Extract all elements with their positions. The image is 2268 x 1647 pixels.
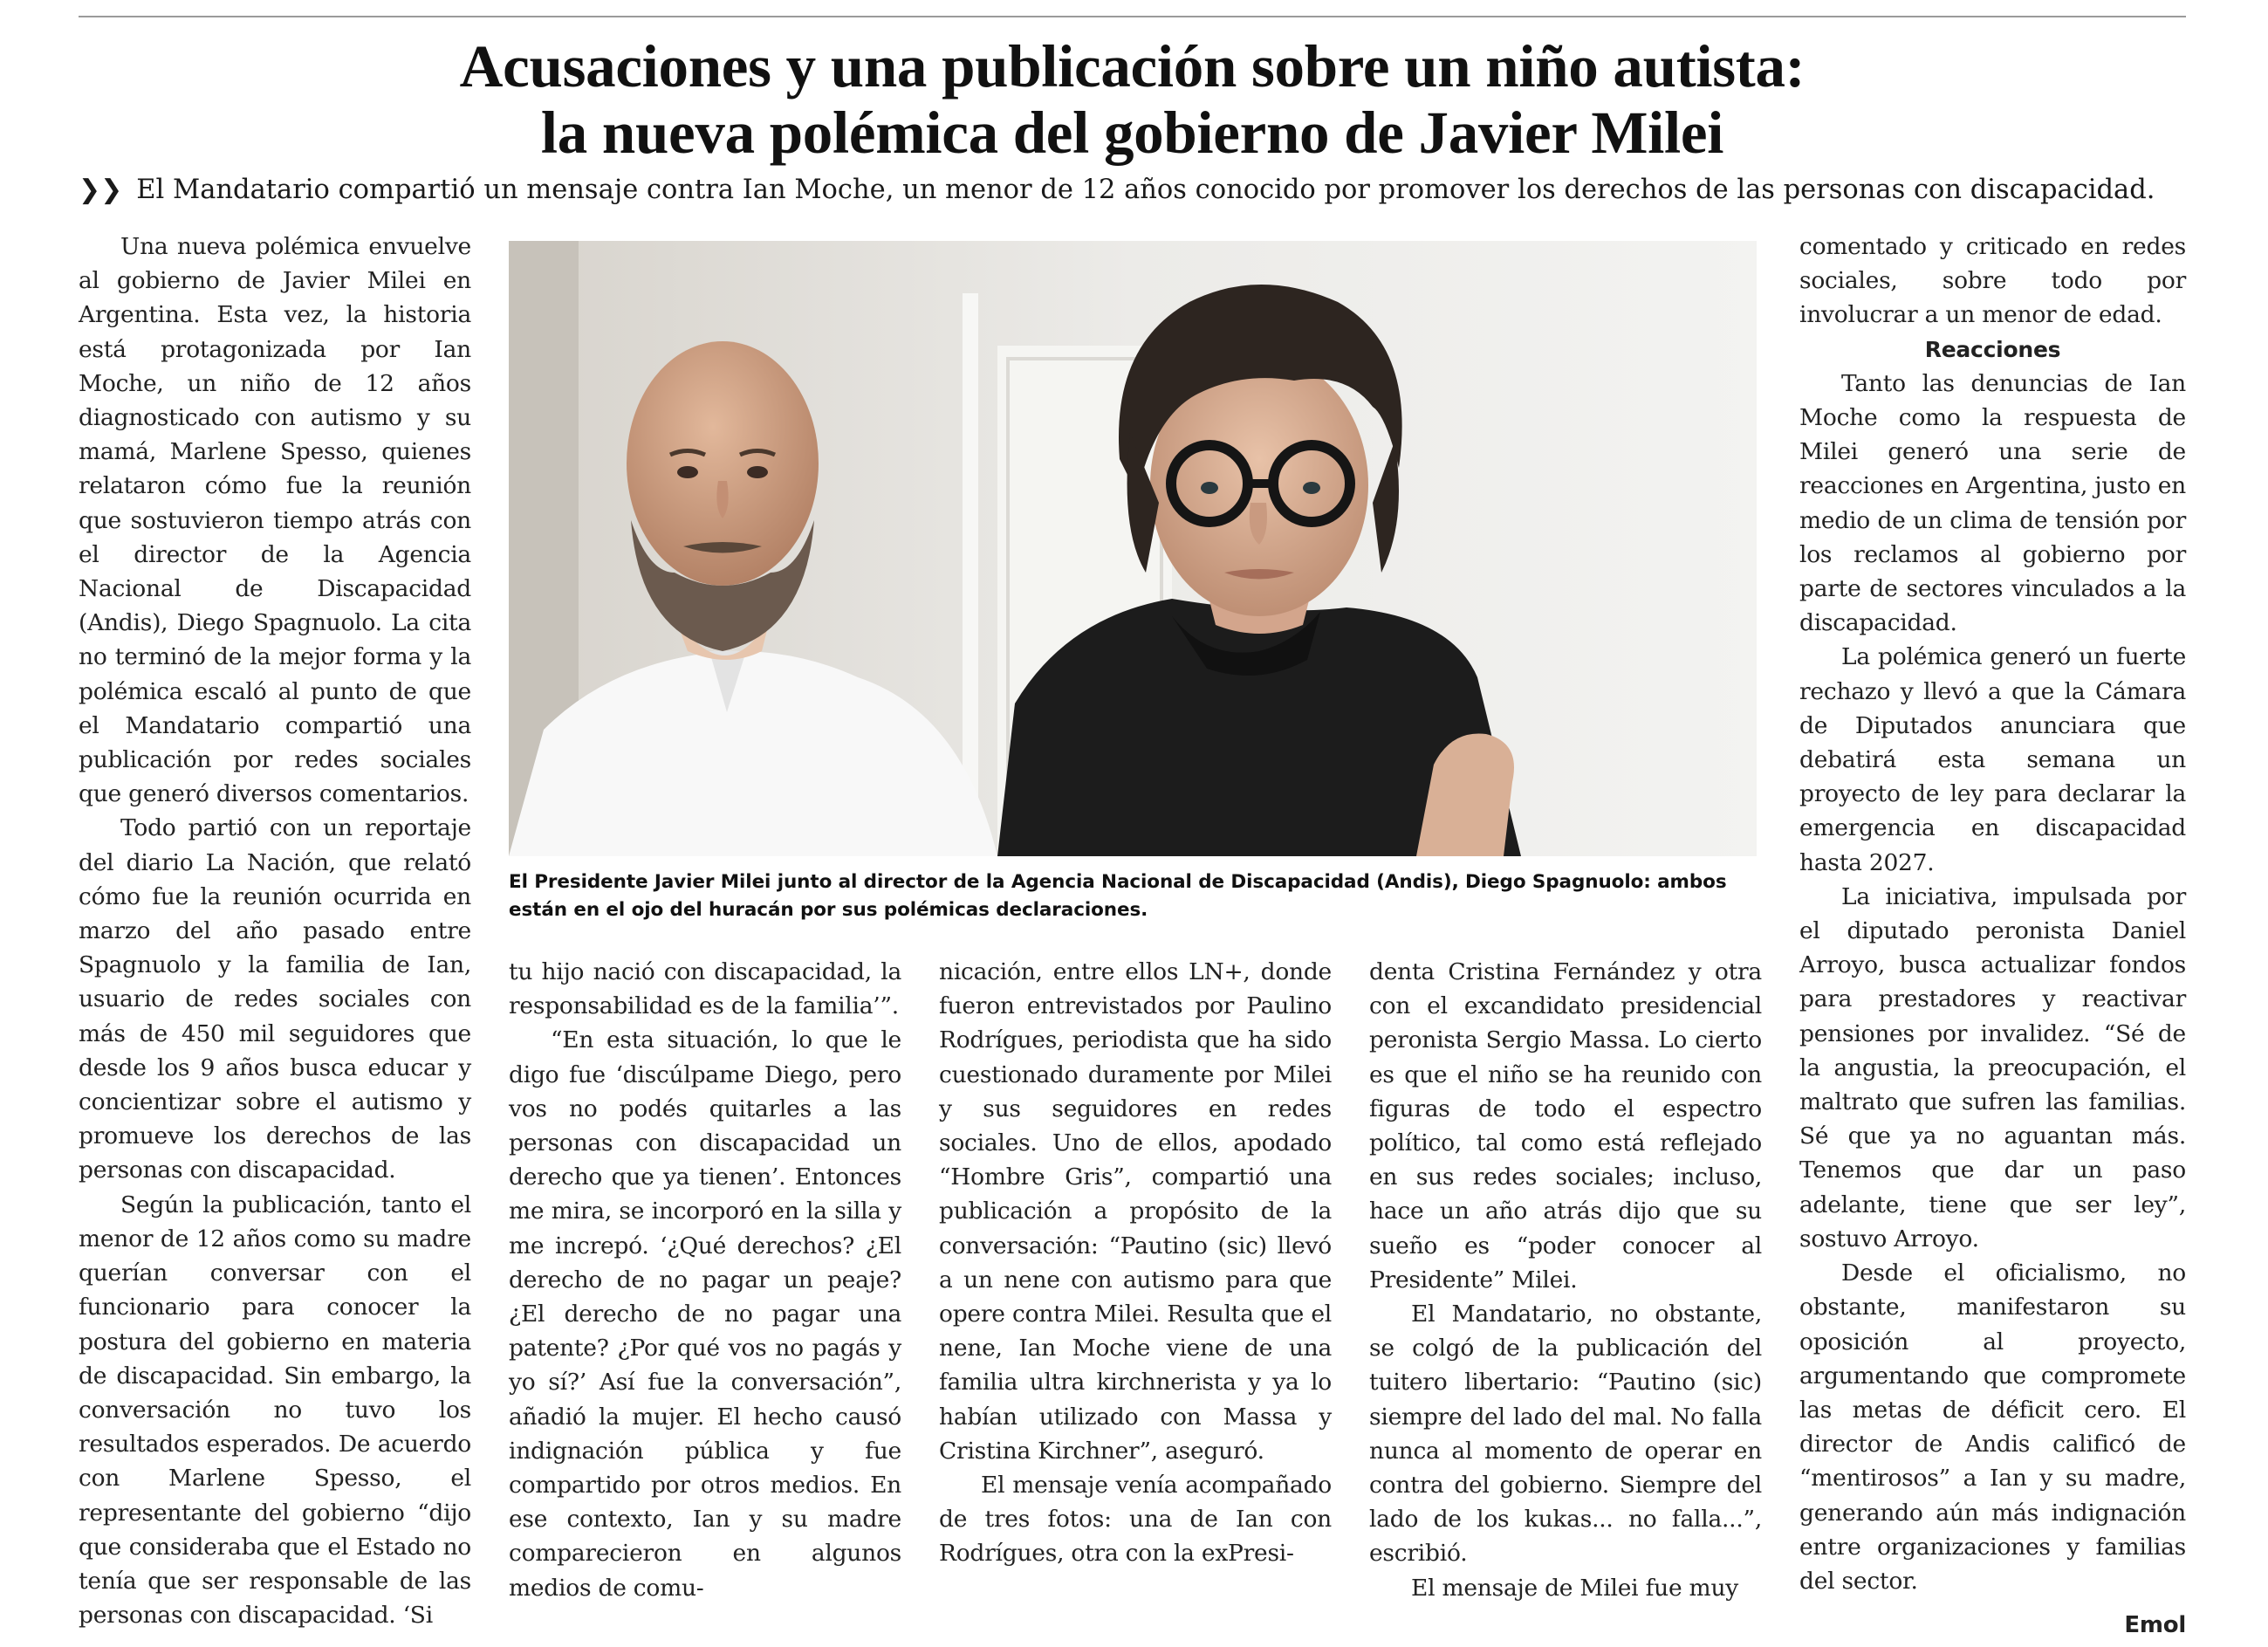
paragraph: “En esta situación, lo que le digo fue ‘discúlpame Diego, pero vos no podés quitarles a las personas con discapacidad un derecho que ya tienen’. Entonces me mira, se incorporó en la silla y me increpó. ‘¿Qué derechos? ¿El derecho de no pagar un peaje? ¿El derecho de no pagar una patente? ¿Por qué vos no pagás y yo sí?’ Así fue la conversación”, añadió la mujer. El hecho causó indignación pública y fue compartido por otros medios. En ese contexto, Ian y su madre comparecieron en algunos medios de comu- xyxy=(509,1026,901,1602)
paragraph: Según la publicación, tanto el menor de 12 años como su madre querían conversar con el funcionario para conocer la postura del gobierno en materia de discapacidad. Sin embargo, la conversación no tuvo los resultados esperados. De acuerdo con Marlene Spesso, el representante del gobierno “dijo que consideraba que el Estado no tenía que ser responsable de las personas con discapacidad. ‘Si xyxy=(79,1191,471,1630)
paragraph: Tanto las denuncias de Ian Moche como la respuesta de Milei generó una serie de reacciones en Argentina, justo en medio de un clima de tensión por los reclamos al gobierno por parte de sectores vinculados a la discapacidad. xyxy=(1799,369,2186,637)
source-signature: Emol xyxy=(2124,1612,2186,1639)
photo xyxy=(509,241,1757,856)
double-chevron-right-icon: ❯❯ xyxy=(79,175,123,205)
paragraph: La iniciativa, impulsada por el diputado peronista Daniel Arroyo, busca actualizar fondos para prestadores y reactivar pensiones por invalidez. “Sé de la angustia, la preocupación, el maltrato que sufren las familias. Sé que ya no aguantan más. Tenemos que dar un paso adelante, tiene que ser ley”, sostuvo Arroyo. xyxy=(1799,882,2186,1252)
article-column-1 xyxy=(79,230,471,1632)
paragraph: El Mandatario, no obstante, se colgó de la publicación del tuitero libertario: “Pautino (sic) siempre del lado del mal. No falla nunca al momento de operar en contra del gobierno. Siempre del lado de los kukas... no falla...”, escribió. xyxy=(1369,1300,1762,1568)
paragraph: nicación, entre ellos LN+, donde fueron entrevistados por Paulino Rodrígues, periodista que ha sido cuestionado duramente por Milei y sus seguidores en redes sociales. Uno de ellos, apodado “Hombre Gris”, compartió una publicación a propósito de la conversación: “Pautino (sic) llevó a un nene con autismo para que opere contra Milei. Resulta que el nene, Ian Moche viene de una familia ultra kirchnerista y ya lo habían utilizado con Massa y Cristina Kirchner”, aseguró. xyxy=(939,958,1332,1465)
paragraph: Una nueva polémica envuelve al gobierno de Javier Milei en Argentina. Esta vez, la historia está protagonizada por Ian Moche, un niño de 12 años diagnosticado con autismo y su mamá, Marlene Spesso, quienes relataron cómo fue la reunión que sostuvieron tiempo atrás con el director de la Agencia Nacional de Discapacidad (Andis), Diego Spagnuolo. La cita no terminó de la mejor forma y la polémica escaló al punto de que el Mandatario compartió una publicación por redes sociales que generó diversos comentarios. xyxy=(79,233,471,808)
paragraph: denta Cristina Fernández y otra con el excandidato presidencial peronista Sergio Massa. Lo cierto es que el niño se ha reunido con figuras de todo el espectro político, tal como está reflejado en sus redes sociales; incluso, hace un año atrás dijo que su sueño es “poder conocer al Presidente” Milei. xyxy=(1369,958,1762,1294)
article-column-2 xyxy=(509,955,901,1605)
article-column-3 xyxy=(939,955,1332,1571)
deck xyxy=(79,171,2208,209)
photo-illustration xyxy=(509,241,1757,856)
headline xyxy=(79,33,2186,166)
article-column-5 xyxy=(1799,230,2186,1643)
photo-caption: El Presidente Javier Milei junto al director de la Agencia Nacional de Discapacidad (Andis), Diego Spagnuolo: ambos están en el ojo del huracán por sus polémicas declaraciones. xyxy=(509,871,1727,921)
headline-line-1: Acusaciones y una publicación sobre un niño autista: xyxy=(459,33,1805,100)
headline-line-2: la nueva polémica del gobierno de Javier Milei xyxy=(540,100,1724,166)
paragraph: Todo partió con un reportaje del diario La Nación, que relató cómo fue la reunión ocurrida en marzo del año pasado entre Spagnuolo y la familia de Ian, usuario de redes sociales con más de 450 mil seguidores que desde los 9 años busca educar y concientizar sobre el autismo y promueve los derechos de las personas con discapacidad. xyxy=(79,814,471,1184)
section-subhead: Reacciones xyxy=(1924,336,2061,362)
paragraph: comentado y criticado en redes sociales, sobre todo por involucrar a un menor de edad. xyxy=(1799,233,2186,329)
paragraph: Desde el oficialismo, no obstante, manifestaron su oposición al proyecto, argumentando que compromete las metas de déficit cero. El director de Andis calificó de “mentirosos” a Ian y su madre, generando aún más indignación entre organizaciones y familias del sector. xyxy=(1799,1259,2186,1595)
paragraph: La polémica generó un fuerte rechazo y llevó a que la Cámara de Diputados anunciara que debatirá esta semana un proyecto de ley para declarar la emergencia en discapacidad hasta 2027. xyxy=(1799,643,2186,876)
top-rule xyxy=(79,16,2186,17)
paragraph: tu hijo nació con discapacidad, la responsabilidad es de la familia’”. xyxy=(509,958,901,1020)
deck-text: El Mandatario compartió un mensaje contra Ian Moche, un menor de 12 años conocido por promover los derechos de las personas con discapacidad. xyxy=(136,175,2155,205)
article-column-4 xyxy=(1369,955,1762,1605)
paragraph: El mensaje venía acompañado de tres fotos: una de Ian con Rodrígues, otra con la exPresi- xyxy=(939,1472,1332,1568)
paragraph: El mensaje de Milei fue muy xyxy=(1411,1574,1738,1602)
